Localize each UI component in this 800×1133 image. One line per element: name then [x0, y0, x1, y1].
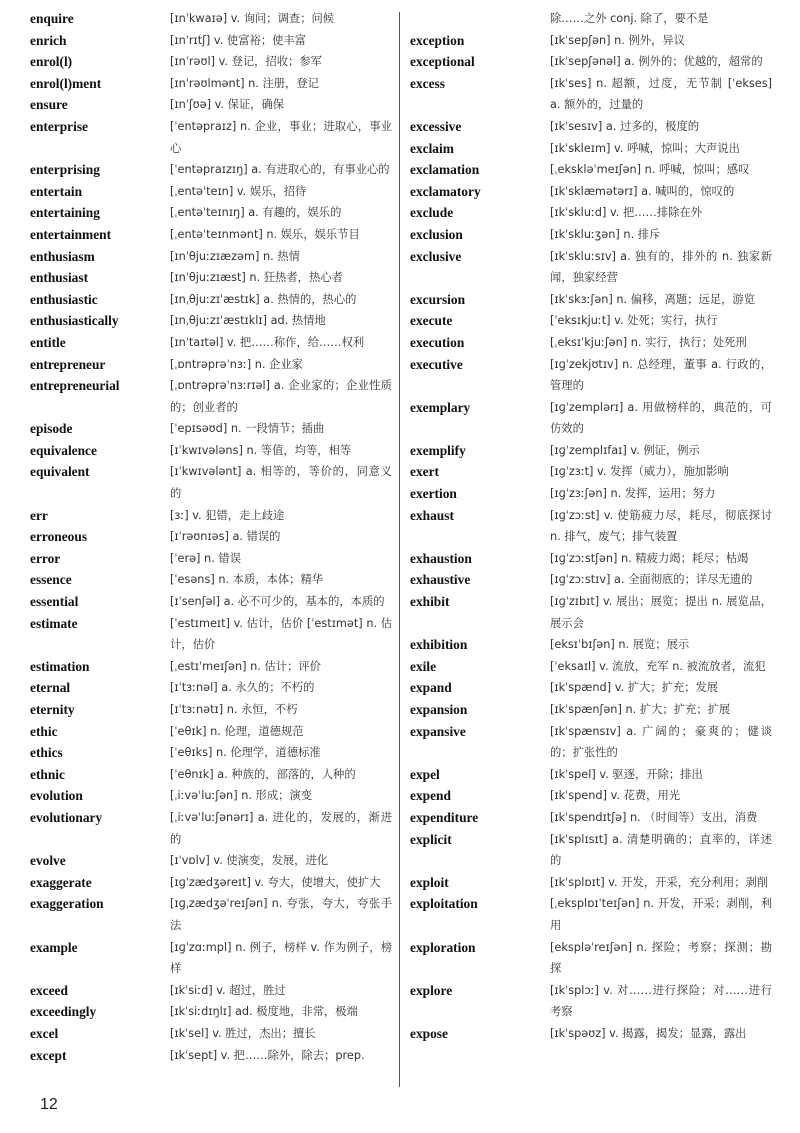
dictionary-entry — [30, 30, 392, 52]
dictionary-entry — [410, 721, 772, 764]
dictionary-entry — [30, 1023, 392, 1045]
dictionary-entry — [410, 569, 772, 591]
headword: example — [30, 939, 78, 955]
dictionary-entry — [410, 937, 772, 980]
definition: [ɪkˈskluːsɪv] a. 独有的，排外的 n. 独家新闻，独家经营 — [550, 249, 772, 285]
dictionary-entry — [410, 634, 772, 656]
definition: [ˈepɪsəʊd] n. 一段情节；插曲 — [170, 422, 325, 436]
headword: eternity — [30, 702, 75, 717]
headword: evolve — [30, 853, 66, 869]
dictionary-entry — [410, 656, 772, 678]
headword: equivalent — [30, 464, 90, 480]
dictionary-entry — [410, 310, 772, 332]
definition: [ɪkˈspel] v. 驱逐，开除；排出 — [550, 767, 703, 781]
definition: [ɪˈvɒlv] v. 使演变，发展，进化 — [170, 854, 329, 868]
headword: erroneous — [30, 529, 88, 545]
headword: explicit — [410, 831, 452, 847]
definition: [ˌentəˈteɪnɪŋ] a. 有趣的，娱乐的 — [170, 206, 342, 220]
definition: [ɪnˌθjuːzɪˈæstɪk] a. 热情的，热心的 — [170, 292, 357, 306]
definition: [ɪkˈskluːʒən] n. 排斥 — [550, 227, 661, 241]
definition: [ɪnˈtaɪtəl] v. 把……称作，给……权利 — [170, 335, 365, 349]
dictionary-entry — [30, 526, 392, 548]
definition: [ekspləˈreɪʃən] n. 探险；考察；探测；勘探 — [550, 940, 772, 976]
definition: [ˌiːvəˈluːʃən] n. 形成；演变 — [170, 789, 313, 803]
headword: exclaim — [410, 140, 454, 156]
definition: [ɪɡˈzɑːmpl] n. 例子，榜样 v. 作为例子，榜样 — [170, 940, 392, 976]
definition: [ɪkˈsplɪsɪt] a. 清楚明确的；直率的，详述的 — [550, 832, 772, 868]
definition: [ɪɡˌzædʒəˈreɪʃən] n. 夸张，夸大，夸张手法 — [170, 897, 392, 932]
dictionary-entry — [410, 30, 772, 52]
headword: ensure — [30, 97, 68, 113]
headword: exception — [410, 32, 465, 48]
definition: [ˌiːvəˈluːʃənərɪ] a. 进化的，发展的，渐进的 — [170, 810, 392, 846]
dictionary-entry — [410, 289, 772, 311]
dictionary-entry — [30, 440, 392, 462]
headword: excel — [30, 1025, 59, 1041]
dictionary-entry — [410, 505, 772, 548]
definition: [ˌekskləˈmeɪʃən] n. 呼喊，惊叫；感叹 — [550, 163, 750, 177]
definition: [ɪnˈkwaɪə] v. 询问；调查；问候 — [170, 12, 335, 25]
dictionary-entry — [410, 764, 772, 786]
definition: [ɪɡˈzædʒəreɪt] v. 夸大，使增大，使扩大 — [170, 875, 381, 889]
dictionary-entry — [410, 807, 772, 829]
definition: [ɜː] v. 犯错，走上歧途 — [170, 508, 285, 522]
definition: [eksɪˈbɪʃən] n. 展览；展示 — [550, 638, 690, 652]
dictionary-entry — [410, 461, 772, 483]
definition: [ɪkˈspænsɪv] a. 广阔的；豪爽的；健谈的；扩张性的 — [550, 724, 772, 760]
headword: expenditure — [410, 809, 479, 825]
headword: exceed — [30, 982, 68, 998]
dictionary-entry — [410, 980, 772, 1023]
definition: [ɪkˈsiːdɪŋlɪ] ad. 极度地，非常，极端 — [170, 1005, 358, 1019]
headword: exhibit — [410, 594, 450, 610]
dictionary-entry — [30, 116, 392, 159]
dictionary-entry — [410, 138, 772, 160]
dictionary-entry — [30, 764, 392, 786]
headword: ethics — [30, 745, 63, 761]
headword: equivalence — [30, 442, 97, 458]
dictionary-entry — [30, 8, 392, 30]
definition: [ɪˈtɜːnəl] a. 永久的；不朽的 — [170, 681, 315, 695]
headword: ethic — [30, 723, 58, 739]
dictionary-entry — [30, 742, 392, 764]
headword: expand — [410, 680, 452, 696]
definition: [ˈeθɪks] n. 伦理学，道德标准 — [170, 746, 321, 760]
dictionary-entry — [30, 893, 392, 936]
headword: execution — [410, 334, 465, 350]
headword: evolutionary — [30, 809, 103, 825]
definition: [ˌestɪˈmeɪʃən] n. 估计；评价 — [170, 659, 321, 673]
definition: [ɪɡˈzekjʊtɪv] n. 总经理，董事 a. 行政的，管理的 — [550, 357, 772, 393]
right-column — [410, 8, 772, 1045]
dictionary-entry — [30, 94, 392, 116]
definition: [ˈentəpraɪz] n. 企业，事业；进取心，事业心 — [170, 119, 392, 155]
definition: [ɪˈtɜːnətɪ] n. 永恒，不朽 — [170, 703, 298, 716]
headword: enrol(l) — [30, 54, 73, 70]
definition: [ɪnˈʃʊə] v. 保证，确保 — [170, 98, 285, 112]
headword: exaggerate — [30, 874, 92, 890]
dictionary-entry — [30, 267, 392, 289]
definition: [ɪkˈskɜːʃən] n. 偏移，离题；远足，游览 — [550, 292, 756, 306]
definition: [ɪkˈspendɪtʃə] n. （时间等）支出，消费 — [550, 810, 758, 824]
headword: enthusiasm — [30, 248, 95, 264]
definition: [ˌentəˈteɪnmənt] n. 娱乐，娱乐节目 — [170, 227, 360, 241]
dictionary-entry — [30, 937, 392, 980]
headword: episode — [30, 421, 73, 437]
dictionary-entry — [30, 569, 392, 591]
definition: [ɪnˌθjuːzɪˈæstɪklɪ] ad. 热情地 — [170, 314, 326, 328]
headword: enquire — [30, 11, 74, 26]
headword: enrich — [30, 32, 67, 48]
dictionary-entry — [30, 807, 392, 850]
headword: excursion — [410, 291, 466, 307]
dictionary-entry — [410, 677, 772, 699]
headword: expose — [410, 1025, 448, 1041]
dictionary-entry — [410, 332, 772, 354]
definition: [ˈeθnɪk] a. 种族的，部落的，人种的 — [170, 767, 356, 781]
dictionary-entry — [30, 375, 392, 418]
dictionary-entry — [30, 159, 392, 181]
definition: [ɪnˈrɪtʃ] v. 使富裕；使丰富 — [170, 33, 307, 47]
definition: [ɪɡˈzɔːstɪv] a. 全面彻底的；详尽无遗的 — [550, 573, 753, 587]
headword: exploit — [410, 874, 449, 890]
definition: [ɪɡˈzɜːt] v. 发挥（威力），施加影响 — [550, 465, 729, 479]
dictionary-entry — [410, 699, 772, 721]
definition: [ɪkˈspəʊz] v. 揭露，揭发；显露，露出 — [550, 1026, 747, 1040]
headword: except — [30, 1047, 67, 1063]
dictionary-entry — [30, 505, 392, 527]
headword: entrepreneur — [30, 356, 106, 372]
headword: entertainment — [30, 226, 112, 242]
headword: executive — [410, 356, 463, 372]
headword: entertain — [30, 183, 83, 199]
headword: essential — [30, 594, 79, 610]
definition: [ɪnˈθjuːzɪæzəm] n. 热情 — [170, 249, 300, 263]
definition: [ɪkˈskleɪm] v. 呼喊，惊叫；大声说出 — [550, 141, 740, 155]
headword: enthusiast — [30, 270, 89, 286]
headword: exemplify — [410, 442, 466, 458]
dictionary-entry — [30, 850, 392, 872]
definition: [ˌentəˈteɪn] v. 娱乐，招待 — [170, 184, 307, 198]
headword: enthusiastically — [30, 313, 119, 329]
dictionary-entry — [410, 51, 772, 73]
headword: expansion — [410, 702, 468, 717]
dictionary-entry — [30, 310, 392, 332]
headword: error — [30, 550, 61, 566]
dictionary-entry — [30, 591, 392, 613]
headword: expend — [410, 788, 451, 804]
dictionary-entry — [30, 73, 392, 95]
dictionary-entry — [410, 893, 772, 936]
headword: exploitation — [410, 896, 478, 912]
dictionary-entry — [30, 202, 392, 224]
headword: exceedingly — [30, 1004, 97, 1020]
dictionary-entry — [30, 354, 392, 376]
dictionary-entry — [410, 224, 772, 246]
dictionary-entry — [30, 699, 392, 721]
headword: exert — [410, 464, 439, 480]
headword: enrol(l)ment — [30, 75, 102, 91]
dictionary-entry — [30, 289, 392, 311]
headword: execute — [410, 313, 453, 329]
dictionary-entry — [410, 202, 772, 224]
definition: [ɪkˈsplɒɪt] v. 开发，开采，充分利用；剥削 — [550, 875, 769, 889]
dictionary-entry — [410, 440, 772, 462]
headword: expansive — [410, 723, 466, 739]
headword: eternal — [30, 680, 71, 696]
headword: exclamation — [410, 162, 480, 178]
headword: estimate — [30, 615, 78, 631]
headword: estimation — [30, 658, 90, 674]
definition: [ɪˈrəʊnɪəs] a. 错误的 — [170, 530, 281, 544]
definition: [ɪɡˈzɔːst] v. 使筋疲力尽，耗尽，彻底探讨 n. 排气，废气；排气装置 — [550, 508, 772, 544]
definition: [ɪkˈsepʃən] n. 例外，异议 — [550, 33, 685, 47]
definition: [ɪkˈspænʃən] n. 扩大；扩充；扩展 — [550, 703, 731, 716]
dictionary-entry — [30, 1045, 392, 1067]
dictionary-entry — [410, 354, 772, 397]
definition: [ɪɡˈzɜːʃən] n. 发挥，运用；努力 — [550, 487, 716, 501]
definition: 除……之外 conj. 除了，要不是 — [550, 12, 709, 25]
headword: exaggeration — [30, 896, 104, 912]
dictionary-entry — [30, 1001, 392, 1023]
dictionary-entry — [410, 483, 772, 505]
dictionary-entry — [30, 181, 392, 203]
headword: ethnic — [30, 766, 65, 782]
headword: essence — [30, 572, 72, 588]
dictionary-entry — [30, 677, 392, 699]
dictionary-entry — [30, 980, 392, 1002]
column-divider — [399, 12, 400, 1087]
definition: [ɪnˈrəʊl] v. 登记，招收；参军 — [170, 55, 322, 69]
definition: [ɪkˈsept] v. 把……除外，除去；prep. — [170, 1048, 365, 1062]
headword: exile — [410, 658, 437, 674]
headword: enthusiastic — [30, 291, 98, 307]
definition: [ɪkˈsepʃənəl] a. 例外的；优越的，超常的 — [550, 55, 763, 69]
definition: [ɪkˈspend] v. 花费，用光 — [550, 789, 681, 803]
headword: exertion — [410, 486, 457, 502]
headword: explore — [410, 982, 453, 998]
headword: expel — [410, 766, 440, 782]
headword: entitle — [30, 334, 66, 350]
definition: [ɪkˈses] n. 超额，过度，无节制 [ˈekses] a. 额外的，过量的 — [550, 76, 772, 112]
dictionary-entry — [30, 721, 392, 743]
dictionary-entry — [410, 8, 772, 30]
headword: exclusive — [410, 248, 462, 264]
definition: [ɪnˈθjuːzɪæst] n. 狂热者，热心者 — [170, 271, 343, 285]
definition: [ɪɡˈzɪbɪt] v. 展出；展览；提出 n. 展览品，展示会 — [550, 595, 772, 630]
headword: enterprise — [30, 118, 89, 134]
definition: [ɪkˈsel] v. 胜过，杰出；擅长 — [170, 1026, 316, 1040]
dictionary-entry — [30, 51, 392, 73]
headword: exhaust — [410, 507, 454, 523]
definition: [ˈeksɪkjuːt] v. 处死；实行，执行 — [550, 314, 718, 328]
headword: exhaustion — [410, 550, 472, 566]
dictionary-entry — [410, 548, 772, 570]
definition: [ɪnˈrəʊlmənt] n. 注册，登记 — [170, 76, 319, 90]
definition: [ɪɡˈzemplɪfaɪ] v. 例证，例示 — [550, 443, 700, 457]
definition: [ɪkˈsplɔː] v. 对……进行探险；对……进行考察 — [550, 983, 772, 1019]
headword: exemplary — [410, 399, 471, 415]
definition: [ˈentəpraɪzɪŋ] a. 有进取心的，有事业心的 — [170, 163, 390, 177]
definition: [ɪkˈsiːd] v. 超过，胜过 — [170, 983, 286, 997]
dictionary-entry — [30, 418, 392, 440]
dictionary-entry — [30, 246, 392, 268]
dictionary-entry — [410, 872, 772, 894]
dictionary-entry — [30, 332, 392, 354]
definition: [ˈerə] n. 错误 — [170, 551, 241, 565]
definition: [ˈeθɪk] n. 伦理，道德规范 — [170, 724, 304, 738]
dictionary-entry — [410, 159, 772, 181]
headword: evolution — [30, 788, 83, 804]
definition: [ˌeksplɒɪˈteɪʃən] n. 开发，开采；剥削，利用 — [550, 897, 772, 932]
headword: exclusion — [410, 226, 463, 242]
headword: exclamatory — [410, 183, 481, 199]
dictionary-entry — [410, 73, 772, 116]
dictionary-entry — [30, 613, 392, 656]
dictionary-entry — [30, 656, 392, 678]
dictionary-entry — [410, 1023, 772, 1045]
definition: [ɪkˈspænd] v. 扩大；扩充；发展 — [550, 681, 719, 695]
headword: exhibition — [410, 637, 468, 653]
headword: entrepreneurial — [30, 378, 120, 394]
dictionary-entry — [410, 591, 772, 634]
dictionary-entry — [30, 872, 392, 894]
definition: [ˌeksɪˈkjuːʃən] n. 实行，执行；处死刑 — [550, 335, 747, 349]
definition: [ɪɡˈzemplərɪ] a. 用做榜样的，典范的，可仿效的 — [550, 400, 772, 436]
headword: exploration — [410, 939, 476, 955]
dictionary-entry — [410, 829, 772, 872]
definition: [ɪɡˈzɔːstʃən] n. 精疲力竭；耗尽；枯竭 — [550, 551, 749, 565]
headword: excess — [410, 75, 445, 91]
definition: [ˌɒntrəprəˈnɜː] n. 企业家 — [170, 357, 303, 371]
headword: entertaining — [30, 205, 100, 221]
definition: [ɪˈsenʃəl] a. 必不可少的，基本的，本质的 — [170, 595, 385, 609]
dictionary-entry — [30, 785, 392, 807]
headword: err — [30, 507, 48, 523]
page-number: 12 — [40, 1096, 58, 1113]
dictionary-entry — [410, 785, 772, 807]
dictionary-entry — [410, 246, 772, 289]
dictionary-entry — [30, 461, 392, 504]
definition: [ˈestɪmeɪt] v. 估计，估价 [ˈestɪmət] n. 估计，估价 — [170, 616, 392, 652]
headword: exclude — [410, 205, 454, 221]
definition: [ˈesəns] n. 本质，本体；精华 — [170, 573, 324, 587]
definition: [ɪkˈsesɪv] a. 过多的，极度的 — [550, 119, 700, 133]
headword: enterprising — [30, 162, 100, 178]
definition: [ˌɒntrəprəˈnɜːrɪəl] a. 企业家的；企业性质的；创业者的 — [170, 379, 392, 414]
definition: [ɪˈkwɪvələns] n. 等值，均等，相等 — [170, 443, 352, 457]
dictionary-entry — [30, 548, 392, 570]
headword: excessive — [410, 118, 462, 134]
headword: exceptional — [410, 54, 475, 70]
dictionary-entry — [410, 181, 772, 203]
definition: [ɪkˈskluːd] v. 把……排除在外 — [550, 206, 703, 220]
dictionary-entry — [410, 116, 772, 138]
headword: exhaustive — [410, 572, 471, 588]
definition: [ɪkˈsklæmətərɪ] a. 喊叫的，惊叹的 — [550, 184, 735, 198]
definition: [ɪˈkwɪvələnt] a. 相等的，等价的，同意义的 — [170, 465, 392, 501]
dictionary-entry — [30, 224, 392, 246]
left-column — [30, 8, 392, 1066]
dictionary-entry — [410, 397, 772, 440]
definition: [ˈeksaɪl] v. 流放，充军 n. 被流放者，流犯 — [550, 659, 766, 673]
